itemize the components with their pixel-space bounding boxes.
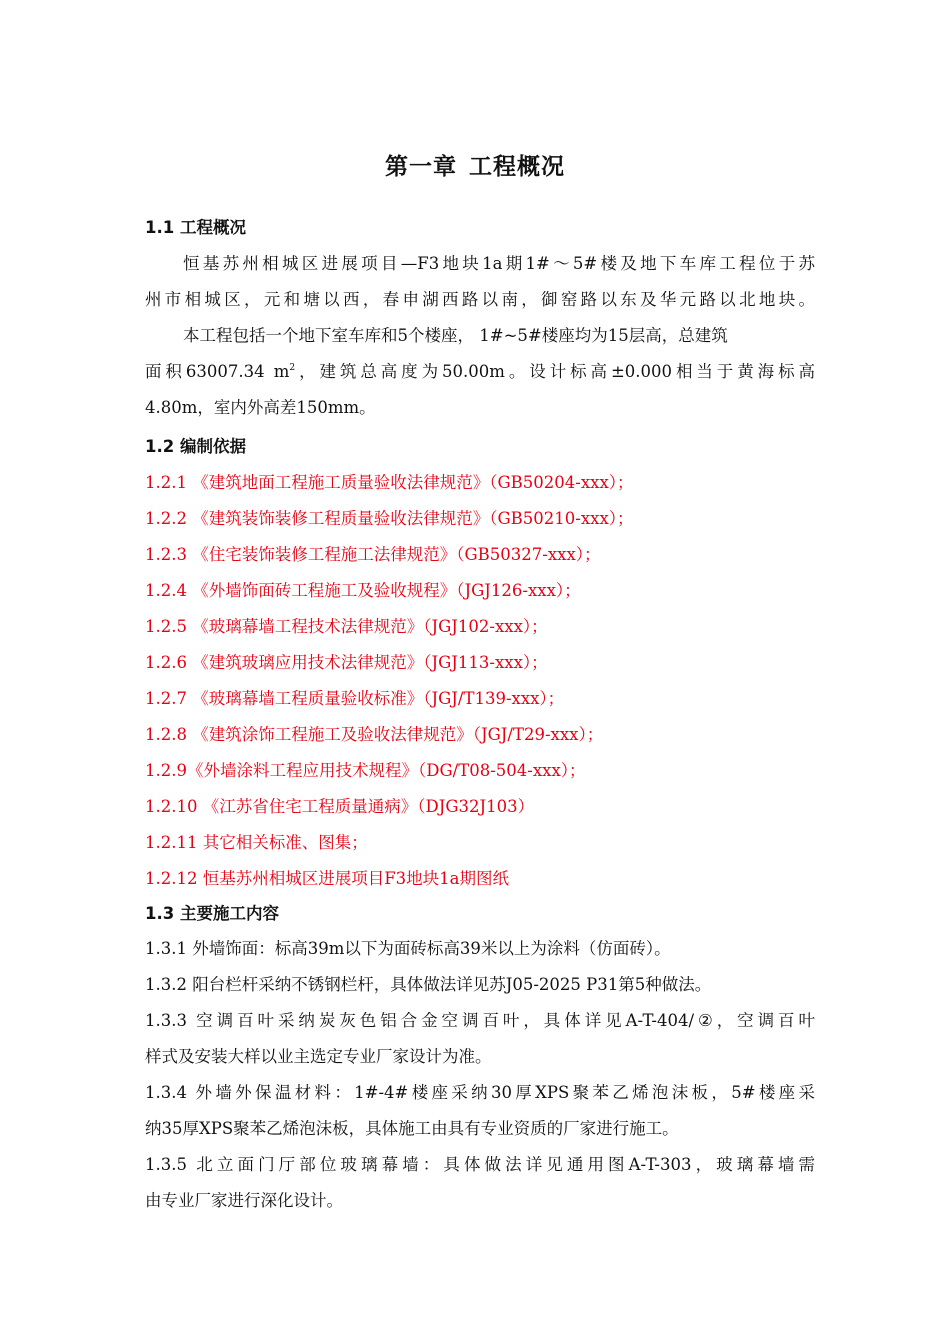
chapter-number: 第一章 bbox=[385, 154, 457, 180]
s1-1-paragraph-2-line-1: 本工程包括一个地下室车库和5个楼座， 1#~5#楼座均为15层高，总建筑 bbox=[183, 326, 728, 345]
s1-3-item-3-line-1: 1.3.3 空调百叶采纳炭灰色铝合金空调百叶，具体详见A-T-404/②，空调百叶 bbox=[145, 1011, 815, 1030]
s1-3-item-3-line-2: 样式及安装大样以业主选定专业厂家设计为准。 bbox=[145, 1047, 492, 1066]
height-text: ，建筑总高度为50.00m。设计标高±0.000相当于黄海标高 bbox=[295, 362, 815, 381]
s1-1-paragraph-2-line-2 bbox=[145, 361, 815, 383]
reference-item: 1.2.8 《建筑涂饰工程施工及验收法律规范》（JGJ/T29-xxx）； bbox=[145, 725, 604, 744]
reference-item: 1.2.1 《建筑地面工程施工质量验收法律规范》（GB50204-xxx）； bbox=[145, 473, 634, 492]
reference-item: 1.2.6 《建筑玻璃应用技术法律规范》（JGJ113-xxx）； bbox=[145, 653, 548, 672]
section-1-2-heading: 1.2 编制依据 bbox=[145, 437, 246, 456]
s1-1-paragraph-2-line-3: 4.80m，室内外高差150mm。 bbox=[145, 398, 376, 417]
reference-item: 1.2.7 《玻璃幕墙工程质量验收标准》（JGJ/T139-xxx）； bbox=[145, 689, 565, 708]
reference-item: 1.2.4 《外墙饰面砖工程施工及验收规程》（JGJ126-xxx）； bbox=[145, 581, 581, 600]
s1-3-item-5-line-1: 1.3.5 北立面门厅部位玻璃幕墙：具体做法详见通用图A-T-303，玻璃幕墙需 bbox=[145, 1155, 815, 1174]
s1-1-paragraph-1-line-2: 州市相城区，元和塘以西，春申湖西路以南，御窑路以东及华元路以北地块。 bbox=[145, 290, 815, 309]
chapter-name: 工程概况 bbox=[469, 154, 565, 180]
reference-item: 1.2.11 其它相关标准、图集； bbox=[145, 833, 368, 852]
superscript-2: 2 bbox=[289, 363, 296, 373]
section-1-1-heading: 1.1 工程概况 bbox=[145, 218, 246, 237]
reference-item: 1.2.5 《玻璃幕墙工程技术法律规范》（JGJ102-xxx）； bbox=[145, 617, 548, 636]
reference-item: 1.2.9《外墙涂料工程应用技术规程》（DG/T08-504-xxx）； bbox=[145, 761, 586, 780]
section-1-3-heading: 1.3 主要施工内容 bbox=[145, 904, 279, 923]
reference-item: 1.2.10 《江苏省住宅工程质量通病》（DJG32J103） bbox=[145, 797, 535, 816]
s1-3-item-5-line-2: 由专业厂家进行深化设计。 bbox=[145, 1191, 343, 1210]
s1-3-item-4-line-1: 1.3.4 外墙外保温材料：1#-4#楼座采纳30厚XPS聚苯乙烯泡沫板，5#楼座采 bbox=[145, 1083, 815, 1102]
reference-item: 1.2.3 《住宅装饰装修工程施工法律规范》（GB50327-xxx）； bbox=[145, 545, 601, 564]
chapter-title bbox=[0, 148, 950, 181]
area-text: 面积63007.34 m bbox=[145, 362, 290, 381]
reference-item: 1.2.2 《建筑装饰装修工程质量验收法律规范》（GB50210-xxx）； bbox=[145, 509, 634, 528]
reference-item: 1.2.12 恒基苏州相城区进展项目F3地块1a期图纸 bbox=[145, 869, 510, 888]
s1-3-item-4-line-2: 纳35厚XPS聚苯乙烯泡沫板，具体施工由具有专业资质的厂家进行施工。 bbox=[145, 1119, 679, 1138]
s1-3-item-1: 1.3.1 外墙饰面：标高39m以下为面砖标高39米以上为涂料（仿面砖）。 bbox=[145, 939, 671, 958]
s1-1-paragraph-1-line-1: 恒基苏州相城区进展项目—F3地块1a期1#～5#楼及地下车库工程位于苏 bbox=[183, 254, 815, 273]
s1-3-item-2: 1.3.2 阳台栏杆采纳不锈钢栏杆，具体做法详见苏J05-2025 P31第5种做法。 bbox=[145, 975, 712, 994]
